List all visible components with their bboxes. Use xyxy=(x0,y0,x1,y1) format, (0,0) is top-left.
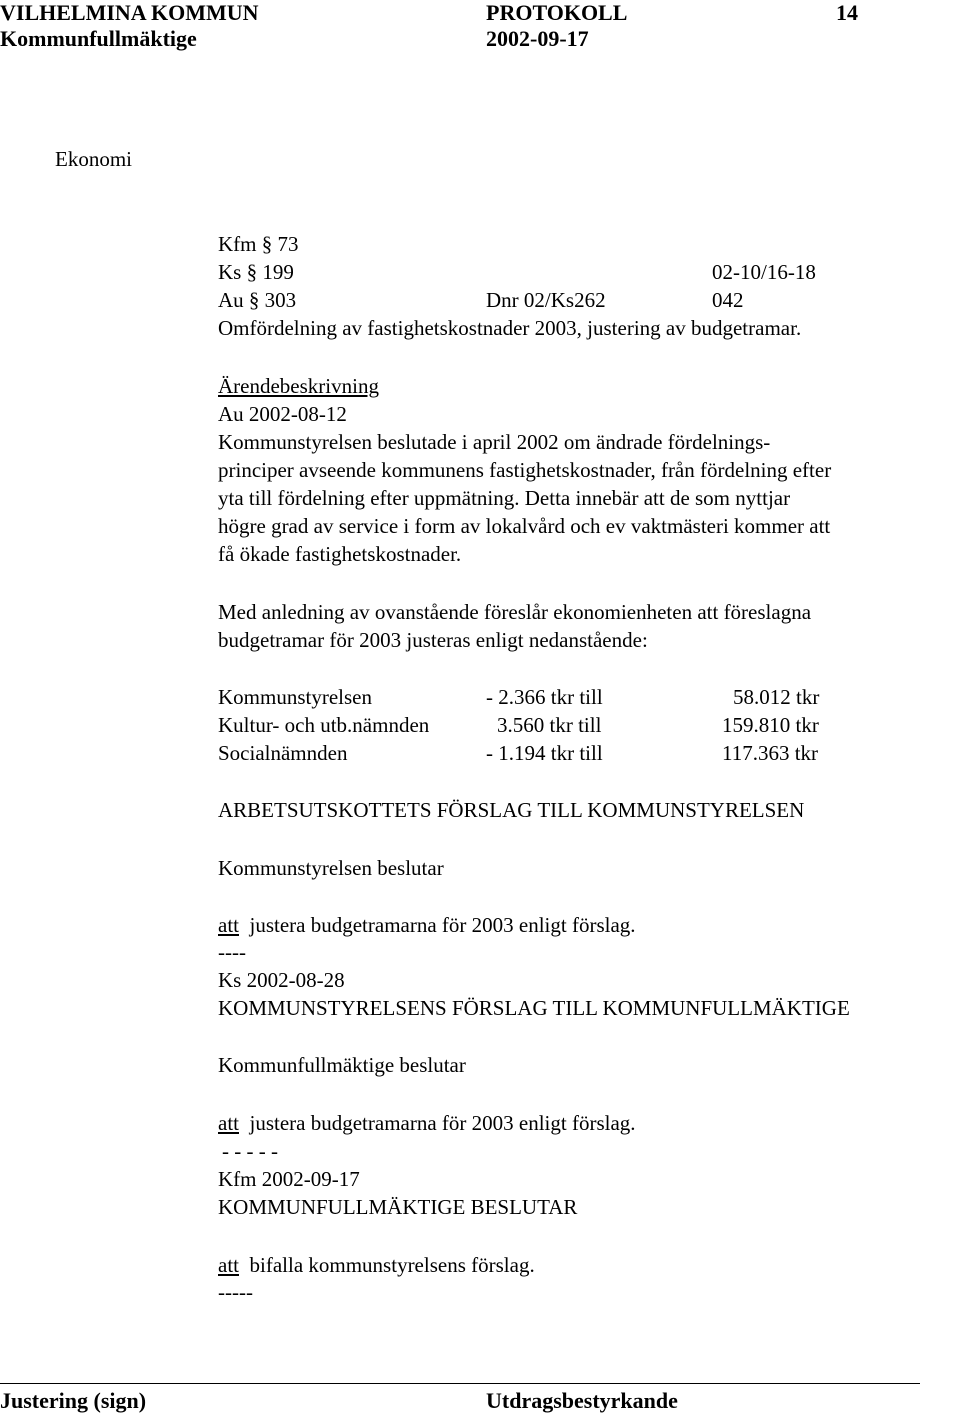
ref-ks-number: 02-10/16-18 xyxy=(712,260,816,284)
budget-total: 58.012 tkr xyxy=(733,685,820,709)
ks-proposal-decides: Kommunfullmäktige beslutar xyxy=(218,1053,466,1077)
au-proposal-heading: ARBETSUTSKOTTETS FÖRSLAG TILL KOMMUNSTYRELSEN xyxy=(218,798,805,822)
budget-change: 3.560 tkr till xyxy=(497,713,602,737)
budget-total: 117.363 tkr xyxy=(722,741,819,765)
ref-ks: Ks § 199 xyxy=(218,260,294,284)
kfm-decision-heading: KOMMUNFULLMÄKTIGE BESLUTAR xyxy=(218,1195,578,1219)
budget-name: Socialnämnden xyxy=(218,741,348,765)
footer-right: Utdragsbestyrkande xyxy=(486,1388,678,1413)
case-paragraph-line: yta till fördelning efter uppmätning. Detta innebär att de som nyttjar xyxy=(218,486,791,510)
separator: ----- xyxy=(218,1280,253,1304)
au-proposal-decides: Kommunstyrelsen beslutar xyxy=(218,856,444,880)
budget-change: - 1.194 tkr till xyxy=(486,741,603,765)
ref-dnr-code: 042 xyxy=(712,288,744,312)
footer-left: Justering (sign) xyxy=(0,1388,147,1413)
ref-kfm: Kfm § 73 xyxy=(218,232,299,256)
decision-text: justera budgetramarna för 2003 enligt förslag. xyxy=(249,913,636,937)
header-page-number: 14 xyxy=(836,0,858,25)
case-paragraph-line: Kommunstyrelsen beslutade i april 2002 om ändrade fördelnings- xyxy=(218,430,771,454)
budget-change: - 2.366 tkr till xyxy=(486,685,603,709)
ks-proposal-heading: KOMMUNSTYRELSENS FÖRSLAG TILL KOMMUNFULLMÄKTIGE xyxy=(218,996,850,1020)
separator: ---- xyxy=(218,940,246,964)
header-doc-type: PROTOKOLL xyxy=(486,0,628,25)
header-org: VILHELMINA KOMMUN xyxy=(0,0,259,25)
decision-text: bifalla kommunstyrelsens förslag. xyxy=(249,1253,535,1277)
case-heading: Ärendebeskrivning xyxy=(218,374,379,398)
ks-proposal-decision xyxy=(218,1110,636,1136)
separator: - - - - - xyxy=(222,1139,278,1163)
case-au-date: Au 2002-08-12 xyxy=(218,402,347,426)
kfm-decision-date: Kfm 2002-09-17 xyxy=(218,1167,360,1191)
att-keyword: att xyxy=(218,1111,239,1135)
budget-name: Kultur- och utb.nämnden xyxy=(218,713,430,737)
att-keyword: att xyxy=(218,1253,239,1277)
kfm-decision-text-line xyxy=(218,1252,535,1278)
case-paragraph-line: principer avseende kommunens fastighetskostnader, från fördelning efter xyxy=(218,458,832,482)
header-body: Kommunfullmäktige xyxy=(0,26,197,51)
ks-proposal-date: Ks 2002-08-28 xyxy=(218,968,345,992)
case-paragraph-line: budgetramar för 2003 justeras enligt nedanstående: xyxy=(218,628,648,652)
att-keyword: att xyxy=(218,913,239,937)
ref-au: Au § 303 xyxy=(218,288,297,312)
header-date: 2002-09-17 xyxy=(486,26,589,51)
au-proposal-decision xyxy=(218,912,636,938)
section-title: Ekonomi xyxy=(55,147,132,171)
footer-rule xyxy=(0,1383,920,1384)
case-title: Omfördelning av fastighetskostnader 2003, justering av budgetramar. xyxy=(218,316,802,340)
case-paragraph-line: Med anledning av ovanstående föreslår ekonomienheten att föreslagna xyxy=(218,600,812,624)
ref-dnr: Dnr 02/Ks262 xyxy=(486,288,606,312)
decision-text: justera budgetramarna för 2003 enligt förslag. xyxy=(249,1111,636,1135)
budget-name: Kommunstyrelsen xyxy=(218,685,372,709)
case-paragraph-line: högre grad av service i form av lokalvård och ev vaktmästeri kommer att xyxy=(218,514,831,538)
case-paragraph-line: få ökade fastighetskostnader. xyxy=(218,542,462,566)
budget-total: 159.810 tkr xyxy=(722,713,819,737)
